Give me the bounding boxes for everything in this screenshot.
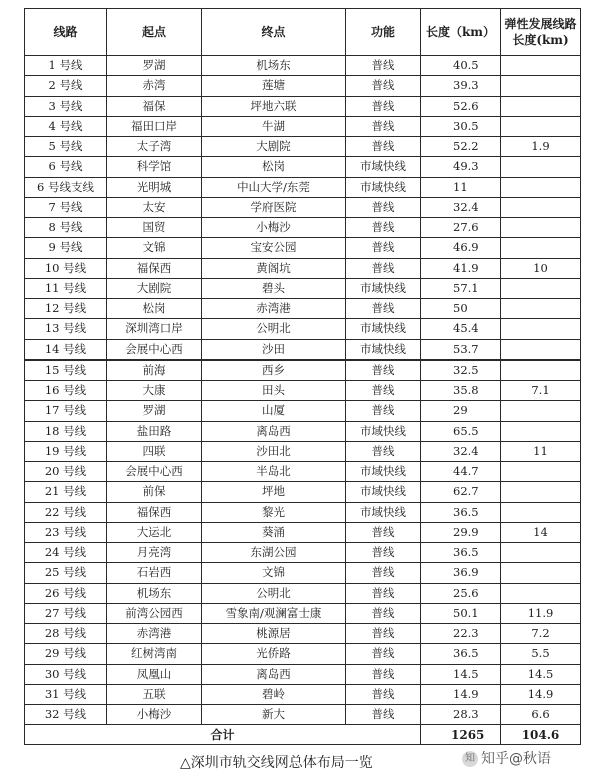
cell-start: 国贸 <box>107 218 202 238</box>
cell-length: 52.6 <box>421 96 501 116</box>
table-row <box>25 684 581 704</box>
cell-flex: 5.5 <box>501 644 581 664</box>
cell-length: 52.2 <box>421 137 501 157</box>
cell-start: 福田口岸 <box>107 116 202 136</box>
cell-flex: 14 <box>501 522 581 542</box>
cell-start: 大剧院 <box>107 278 202 298</box>
cell-line: 28 号线 <box>25 624 107 644</box>
cell-start: 太安 <box>107 197 202 217</box>
cell-line: 29 号线 <box>25 644 107 664</box>
cell-flex: 7.2 <box>501 624 581 644</box>
header-row <box>25 9 581 56</box>
cell-flex <box>501 238 581 258</box>
cell-end: 西乡 <box>202 360 346 381</box>
cell-line: 24 号线 <box>25 543 107 563</box>
header-length: 长度（km） <box>421 9 501 56</box>
table-row <box>25 441 581 461</box>
cell-flex: 11 <box>501 441 581 461</box>
cell-end: 碧头 <box>202 278 346 298</box>
table-row <box>25 664 581 684</box>
cell-end: 新大 <box>202 705 346 725</box>
cell-length: 32.5 <box>421 360 501 381</box>
cell-flex: 6.6 <box>501 705 581 725</box>
cell-start: 赤湾 <box>107 76 202 96</box>
cell-length: 32.4 <box>421 441 501 461</box>
cell-length: 57.1 <box>421 278 501 298</box>
cell-function: 普线 <box>346 299 421 319</box>
cell-start: 深圳湾口岸 <box>107 319 202 339</box>
cell-start: 福保西 <box>107 502 202 522</box>
cell-start: 大运北 <box>107 522 202 542</box>
cell-function: 普线 <box>346 381 421 401</box>
cell-flex: 7.1 <box>501 381 581 401</box>
cell-line: 11 号线 <box>25 278 107 298</box>
cell-end: 离岛西 <box>202 664 346 684</box>
cell-end: 文锦 <box>202 563 346 583</box>
cell-start: 福保 <box>107 96 202 116</box>
table-row <box>25 360 581 381</box>
cell-end: 坪地六联 <box>202 96 346 116</box>
cell-line: 21 号线 <box>25 482 107 502</box>
cell-start: 盐田路 <box>107 421 202 441</box>
cell-flex <box>501 157 581 177</box>
cell-line: 20 号线 <box>25 462 107 482</box>
cell-function: 市域快线 <box>346 278 421 298</box>
cell-start: 月亮湾 <box>107 543 202 563</box>
cell-flex: 14.5 <box>501 664 581 684</box>
cell-length: 29.9 <box>421 522 501 542</box>
table-row <box>25 177 581 197</box>
cell-start: 福保西 <box>107 258 202 278</box>
cell-end: 葵涌 <box>202 522 346 542</box>
cell-start: 五联 <box>107 684 202 704</box>
cell-end: 小梅沙 <box>202 218 346 238</box>
table-row <box>25 522 581 542</box>
cell-function: 市域快线 <box>346 462 421 482</box>
cell-line: 25 号线 <box>25 563 107 583</box>
table-row <box>25 56 581 76</box>
table-caption: △深圳市轨交线网总体布局一览 <box>180 755 373 771</box>
cell-length: 29 <box>421 401 501 421</box>
table-row <box>25 644 581 664</box>
cell-end: 坪地 <box>202 482 346 502</box>
cell-end: 沙田 <box>202 339 346 360</box>
cell-line: 8 号线 <box>25 218 107 238</box>
cell-start: 太子湾 <box>107 137 202 157</box>
cell-length: 40.5 <box>421 56 501 76</box>
cell-end: 雪象南/观澜富士康 <box>202 603 346 623</box>
cell-flex <box>501 583 581 603</box>
cell-end: 莲塘 <box>202 76 346 96</box>
cell-end: 机场东 <box>202 56 346 76</box>
table-row <box>25 705 581 725</box>
header-function: 功能 <box>346 9 421 56</box>
total-row <box>25 725 581 745</box>
cell-start: 前保 <box>107 482 202 502</box>
total-label: 合计 <box>25 725 421 745</box>
cell-length: 32.4 <box>421 197 501 217</box>
cell-end: 山厦 <box>202 401 346 421</box>
cell-function: 市域快线 <box>346 502 421 522</box>
cell-end: 光侨路 <box>202 644 346 664</box>
cell-flex: 10 <box>501 258 581 278</box>
total-length: 1265 <box>421 725 501 745</box>
cell-end: 大剧院 <box>202 137 346 157</box>
cell-start: 前海 <box>107 360 202 381</box>
table-row <box>25 96 581 116</box>
cell-start: 科学馆 <box>107 157 202 177</box>
cell-line: 6 号线支线 <box>25 177 107 197</box>
cell-length: 50.1 <box>421 603 501 623</box>
cell-end: 中山大学/东莞 <box>202 177 346 197</box>
cell-end: 宝安公园 <box>202 238 346 258</box>
cell-function: 普线 <box>346 258 421 278</box>
table-row <box>25 197 581 217</box>
cell-flex <box>501 218 581 238</box>
cell-flex <box>501 339 581 360</box>
cell-length: 14.5 <box>421 664 501 684</box>
cell-start: 会展中心西 <box>107 339 202 360</box>
table-row <box>25 543 581 563</box>
cell-function: 普线 <box>346 96 421 116</box>
cell-end: 桃源居 <box>202 624 346 644</box>
cell-line: 31 号线 <box>25 684 107 704</box>
cell-function: 普线 <box>346 522 421 542</box>
cell-start: 机场东 <box>107 583 202 603</box>
table-row <box>25 401 581 421</box>
cell-length: 46.9 <box>421 238 501 258</box>
table-row <box>25 137 581 157</box>
cell-line: 27 号线 <box>25 603 107 623</box>
cell-flex <box>501 360 581 381</box>
cell-start: 松岗 <box>107 299 202 319</box>
cell-length: 30.5 <box>421 116 501 136</box>
cell-flex <box>501 543 581 563</box>
cell-start: 光明城 <box>107 177 202 197</box>
table-row <box>25 218 581 238</box>
cell-line: 5 号线 <box>25 137 107 157</box>
cell-function: 普线 <box>346 603 421 623</box>
cell-line: 22 号线 <box>25 502 107 522</box>
table-row <box>25 116 581 136</box>
table-row <box>25 624 581 644</box>
cell-end: 离岛西 <box>202 421 346 441</box>
cell-flex: 14.9 <box>501 684 581 704</box>
cell-function: 普线 <box>346 705 421 725</box>
table-row <box>25 502 581 522</box>
total-flex-length: 104.6 <box>501 725 581 745</box>
cell-function: 普线 <box>346 76 421 96</box>
cell-end: 半岛北 <box>202 462 346 482</box>
cell-length: 35.8 <box>421 381 501 401</box>
cell-end: 松岗 <box>202 157 346 177</box>
cell-end: 沙田北 <box>202 441 346 461</box>
table-row <box>25 278 581 298</box>
cell-start: 四联 <box>107 441 202 461</box>
cell-function: 普线 <box>346 197 421 217</box>
header-end: 终点 <box>202 9 346 56</box>
table-row <box>25 421 581 441</box>
cell-flex <box>501 177 581 197</box>
cell-function: 市域快线 <box>346 319 421 339</box>
cell-line: 4 号线 <box>25 116 107 136</box>
cell-function: 普线 <box>346 116 421 136</box>
cell-function: 普线 <box>346 401 421 421</box>
table-row <box>25 563 581 583</box>
cell-function: 普线 <box>346 543 421 563</box>
cell-line: 26 号线 <box>25 583 107 603</box>
cell-end: 黄阁坑 <box>202 258 346 278</box>
cell-flex <box>501 482 581 502</box>
cell-function: 市域快线 <box>346 482 421 502</box>
cell-length: 11 <box>421 177 501 197</box>
cell-function: 普线 <box>346 238 421 258</box>
cell-flex <box>501 76 581 96</box>
cell-line: 18 号线 <box>25 421 107 441</box>
cell-line: 7 号线 <box>25 197 107 217</box>
cell-line: 15 号线 <box>25 360 107 381</box>
cell-line: 16 号线 <box>25 381 107 401</box>
table-row <box>25 157 581 177</box>
cell-length: 36.5 <box>421 502 501 522</box>
cell-start: 前湾公园西 <box>107 603 202 623</box>
cell-length: 65.5 <box>421 421 501 441</box>
cell-end: 学府医院 <box>202 197 346 217</box>
cell-flex <box>501 502 581 522</box>
cell-flex: 11.9 <box>501 603 581 623</box>
cell-end: 赤湾港 <box>202 299 346 319</box>
cell-start: 大康 <box>107 381 202 401</box>
cell-line: 13 号线 <box>25 319 107 339</box>
cell-length: 28.3 <box>421 705 501 725</box>
cell-flex <box>501 197 581 217</box>
cell-line: 10 号线 <box>25 258 107 278</box>
cell-function: 普线 <box>346 360 421 381</box>
cell-function: 普线 <box>346 218 421 238</box>
cell-start: 文锦 <box>107 238 202 258</box>
table-row <box>25 583 581 603</box>
cell-line: 32 号线 <box>25 705 107 725</box>
table-row <box>25 76 581 96</box>
cell-flex: 1.9 <box>501 137 581 157</box>
cell-line: 14 号线 <box>25 339 107 360</box>
cell-length: 53.7 <box>421 339 501 360</box>
cell-length: 36.5 <box>421 543 501 563</box>
cell-function: 普线 <box>346 624 421 644</box>
cell-flex <box>501 116 581 136</box>
table-row <box>25 238 581 258</box>
cell-start: 罗湖 <box>107 401 202 421</box>
cell-line: 23 号线 <box>25 522 107 542</box>
table-body <box>25 56 581 725</box>
cell-end: 牛湖 <box>202 116 346 136</box>
table-row <box>25 258 581 278</box>
cell-function: 普线 <box>346 137 421 157</box>
header-flex-length: 弹性发展线路长度(km) <box>501 9 581 56</box>
cell-end: 黎光 <box>202 502 346 522</box>
cell-function: 普线 <box>346 583 421 603</box>
cell-line: 12 号线 <box>25 299 107 319</box>
cell-function: 市域快线 <box>346 177 421 197</box>
cell-length: 62.7 <box>421 482 501 502</box>
watermark-text: 知乎@秋语 <box>481 751 551 767</box>
cell-length: 14.9 <box>421 684 501 704</box>
table-row <box>25 319 581 339</box>
cell-length: 25.6 <box>421 583 501 603</box>
cell-line: 3 号线 <box>25 96 107 116</box>
cell-length: 41.9 <box>421 258 501 278</box>
cell-function: 市域快线 <box>346 157 421 177</box>
cell-end: 公明北 <box>202 319 346 339</box>
rail-network-table <box>24 8 581 745</box>
cell-line: 19 号线 <box>25 441 107 461</box>
rail-network-table-sheet <box>24 8 580 745</box>
watermark <box>462 748 551 768</box>
cell-length: 45.4 <box>421 319 501 339</box>
cell-function: 普线 <box>346 56 421 76</box>
cell-function: 普线 <box>346 441 421 461</box>
table-row <box>25 603 581 623</box>
cell-flex <box>501 278 581 298</box>
cell-flex <box>501 96 581 116</box>
cell-start: 小梅沙 <box>107 705 202 725</box>
cell-length: 50 <box>421 299 501 319</box>
table-row <box>25 381 581 401</box>
table-row <box>25 482 581 502</box>
cell-start: 罗湖 <box>107 56 202 76</box>
cell-start: 凤凰山 <box>107 664 202 684</box>
cell-flex <box>501 421 581 441</box>
table-row <box>25 462 581 482</box>
cell-function: 市域快线 <box>346 421 421 441</box>
cell-length: 27.6 <box>421 218 501 238</box>
zhihu-logo-icon: 知 <box>462 751 478 767</box>
cell-line: 6 号线 <box>25 157 107 177</box>
cell-start: 会展中心西 <box>107 462 202 482</box>
cell-function: 市域快线 <box>346 339 421 360</box>
header-start: 起点 <box>107 9 202 56</box>
cell-length: 39.3 <box>421 76 501 96</box>
cell-length: 44.7 <box>421 462 501 482</box>
cell-end: 公明北 <box>202 583 346 603</box>
cell-flex <box>501 401 581 421</box>
cell-start: 红树湾南 <box>107 644 202 664</box>
cell-function: 普线 <box>346 563 421 583</box>
cell-flex <box>501 462 581 482</box>
cell-end: 东湖公园 <box>202 543 346 563</box>
cell-length: 22.3 <box>421 624 501 644</box>
cell-length: 49.3 <box>421 157 501 177</box>
cell-start: 石岩西 <box>107 563 202 583</box>
cell-line: 9 号线 <box>25 238 107 258</box>
cell-function: 普线 <box>346 644 421 664</box>
cell-length: 36.5 <box>421 644 501 664</box>
cell-flex <box>501 56 581 76</box>
cell-start: 赤湾港 <box>107 624 202 644</box>
cell-line: 17 号线 <box>25 401 107 421</box>
table-row <box>25 339 581 360</box>
cell-line: 30 号线 <box>25 664 107 684</box>
cell-line: 2 号线 <box>25 76 107 96</box>
cell-flex <box>501 319 581 339</box>
cell-function: 普线 <box>346 684 421 704</box>
cell-line: 1 号线 <box>25 56 107 76</box>
cell-function: 普线 <box>346 664 421 684</box>
cell-flex <box>501 299 581 319</box>
cell-end: 碧岭 <box>202 684 346 704</box>
header-line: 线路 <box>25 9 107 56</box>
table-row <box>25 299 581 319</box>
cell-length: 36.9 <box>421 563 501 583</box>
cell-flex <box>501 563 581 583</box>
cell-end: 田头 <box>202 381 346 401</box>
